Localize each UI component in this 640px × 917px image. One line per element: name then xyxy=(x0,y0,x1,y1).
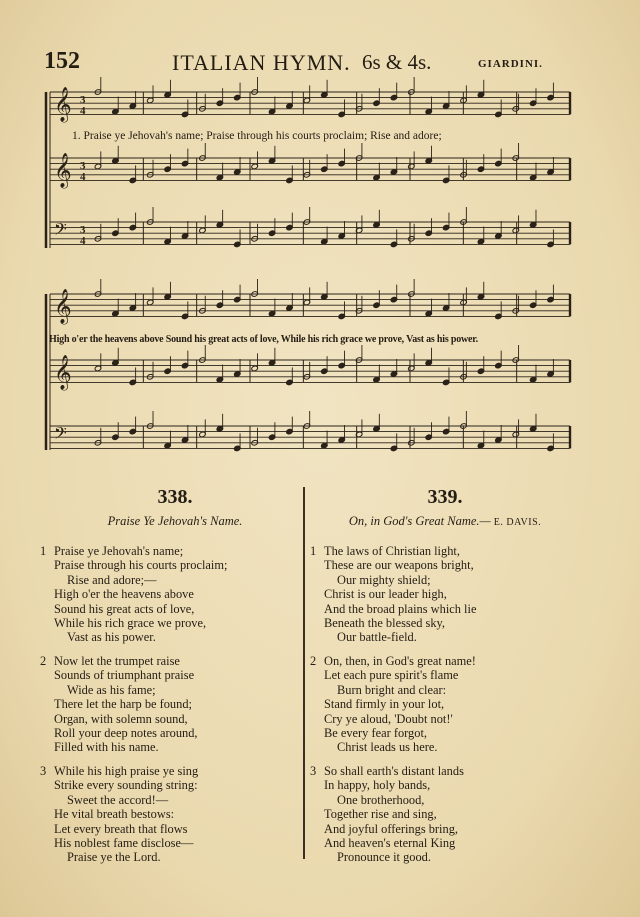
verse-line: These are our weapons bright, xyxy=(324,558,474,573)
verse-line: Sweet the accord!— xyxy=(67,792,169,807)
verse-line: Be every fear forgot, xyxy=(324,726,427,741)
verse-line: Burn bright and clear: xyxy=(337,682,447,697)
verse-line: Filled with his name. xyxy=(54,740,159,755)
verse-line: Rise and adore;— xyxy=(67,572,157,587)
verse-1 xyxy=(40,544,310,654)
verse-line: Wide as his fame; xyxy=(67,682,156,697)
verse-line: On, then, in God's great name! xyxy=(324,654,476,668)
verse-line: Pronounce it good. xyxy=(337,850,431,865)
svg-text:3: 3 xyxy=(80,224,86,236)
hymn-meter: 6s & 4s. xyxy=(362,50,432,74)
verse-number: 2 xyxy=(40,654,47,668)
verse-line: And heaven's eternal King xyxy=(324,836,456,851)
verse-2 xyxy=(40,654,310,764)
verse-number: 3 xyxy=(40,764,47,778)
verse-line: Praise ye Jehovah's name; xyxy=(54,544,184,558)
svg-text:3: 3 xyxy=(80,160,86,172)
verse-line: Roll your deep notes around, xyxy=(54,726,198,741)
svg-text:4: 4 xyxy=(80,235,86,247)
verse-line: Christ is our leader high, xyxy=(324,587,447,602)
verse-line: Stand firmly in your lot, xyxy=(324,697,445,712)
music-lyric-line-2: High o'er the heavens above Sound his great acts of love, While his rich grace we prove, Vast as his power. xyxy=(49,334,478,345)
svg-text:𝄞: 𝄞 xyxy=(54,355,72,390)
verse-line: And joyful offerings bring, xyxy=(324,821,458,836)
hymn-title: Praise Ye Jehovah's Name. xyxy=(107,514,243,528)
verse-line: So shall earth's distant lands xyxy=(324,764,464,778)
verse-line: His noblest fame disclose— xyxy=(54,836,194,851)
hymn-tune-title: ITALIAN HYMN. xyxy=(172,50,351,75)
verse-line: Sound his great acts of love, xyxy=(54,601,195,616)
verse-line: One brotherhood, xyxy=(337,792,425,807)
verse-line: Praise ye the Lord. xyxy=(67,850,161,865)
hymn-title: On, in God's Great Name.— E. DAVIS. xyxy=(348,514,542,528)
verse-line: Organ, with solemn sound, xyxy=(54,711,188,726)
verse-3 xyxy=(310,764,580,874)
verse-line: High o'er the heavens above xyxy=(54,587,194,602)
svg-text:𝄞: 𝄞 xyxy=(54,289,72,324)
verse-line: Strike every sounding string: xyxy=(54,778,198,793)
composer-name: GIARDINI. xyxy=(478,58,543,70)
svg-text:4: 4 xyxy=(80,171,86,183)
verse-line: Vast as his power. xyxy=(67,630,156,645)
verse-line: Let each pure spirit's flame xyxy=(324,668,459,683)
verse-line: Christ leads us here. xyxy=(337,740,438,755)
verse-line: He vital breath bestows: xyxy=(54,807,175,822)
verse-number: 2 xyxy=(310,654,317,668)
verse-1 xyxy=(310,544,580,654)
svg-text:𝄢: 𝄢 xyxy=(54,219,67,243)
verse-line: While his rich grace we prove, xyxy=(54,616,207,631)
verse-line: Our mighty shield; xyxy=(337,572,431,587)
verse-number: 1 xyxy=(40,544,47,558)
hymn-338 xyxy=(40,486,310,874)
verse-line: The laws of Christian light, xyxy=(324,544,460,558)
verse-line: There let the harp be found; xyxy=(54,697,192,712)
hymn-author: E. DAVIS. xyxy=(493,517,542,528)
verse-number: 1 xyxy=(310,544,317,558)
verse-line: Our battle-field. xyxy=(337,630,417,645)
svg-text:4: 4 xyxy=(80,105,86,117)
verse-line: Sounds of triumphant praise xyxy=(54,668,195,683)
verse-line: Praise through his courts proclaim; xyxy=(54,558,228,573)
hymn-339 xyxy=(310,486,580,874)
verse-number: 3 xyxy=(310,764,317,778)
verse-line: Beneath the blessed sky, xyxy=(324,616,446,631)
music-lyric-line-1: 1. Praise ye Jehovah's name; Praise through his courts proclaim; Rise and adore; xyxy=(72,130,442,142)
svg-text:𝄞: 𝄞 xyxy=(54,153,72,188)
hymn-number: 338. xyxy=(157,486,193,508)
svg-text:𝄞: 𝄞 xyxy=(54,87,72,122)
page-number: 152 xyxy=(44,48,80,74)
verse-line: And the broad plains which lie xyxy=(324,601,477,616)
svg-text:𝄢: 𝄢 xyxy=(54,423,67,447)
verse-line: Together rise and sing, xyxy=(324,807,437,822)
verse-line: While his high praise ye sing xyxy=(54,764,199,778)
verse-line: Now let the trumpet raise xyxy=(54,654,180,668)
hymn-number: 339. xyxy=(427,486,463,508)
verse-2 xyxy=(310,654,580,764)
verse-line: Let every breath that flows xyxy=(54,821,188,836)
verse-line: Cry ye aloud, 'Doubt not!' xyxy=(324,711,453,726)
svg-text:3: 3 xyxy=(80,94,86,106)
verse-3 xyxy=(40,764,310,874)
verse-line: In happy, holy bands, xyxy=(324,778,431,793)
